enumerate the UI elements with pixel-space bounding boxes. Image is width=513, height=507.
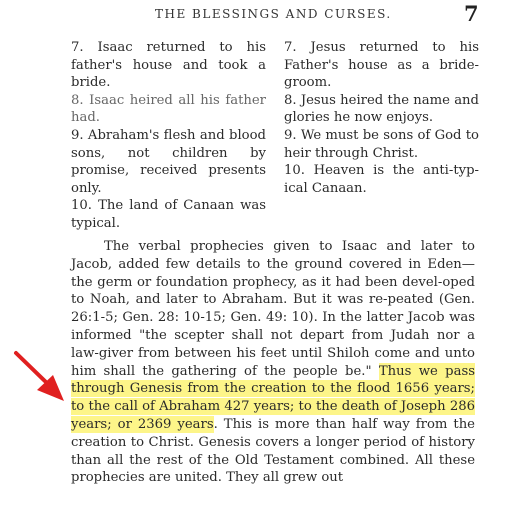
highlighted-passage: Thus we pass through Genesis from the creation to the flood 1656 years; to the call of Abraham 427 years; to the death of Joseph 286 years; or 2369 years: [71, 363, 475, 432]
right-item-7: 7. Jesus returned to his Father's house as a bride-groom.: [284, 40, 479, 91]
left-item-9: 9. Abraham's flesh and blood sons, not children by promise, received presents only.: [71, 127, 266, 196]
left-item-8: 8. Isaac heired all his father had.: [71, 92, 266, 126]
left-item-10: 10. The land of Canaan was typical.: [71, 198, 266, 231]
right-item-10: 10. Heaven is the anti-typ-ical Canaan.: [284, 163, 479, 196]
page-number: 7: [464, 1, 479, 26]
running-title: THE BLESSINGS AND CURSES.: [155, 7, 392, 21]
right-item-8: 8. Jesus heired the name and glories he now enjoys.: [284, 92, 479, 126]
paragraph-text-before: The verbal prophecies given to Isaac and later to Jacob, added few details to the ground covered in Eden—the germ or foundation prophecy, as it had been devel-oped to Noah, and later to Abraham. But it was re-peated (Gen. 26:1-5; Gen. 28: 10-15; Gen. 49: 10). In the latter Jacob was informed "the scepter shall not depart from Judah nor a law-giver from between his feet until Shiloh come and unto him shall the gathering of the people be.": [71, 239, 475, 379]
left-item-7: 7. Isaac returned to his father's house and took a bride.: [71, 40, 266, 91]
right-item-9: 9. We must be sons of God to heir through Christ.: [284, 127, 479, 161]
paragraph-text-after: . This is more than half way from the creation to Christ. Genesis covers a longer period of history than all the rest of the Old Testament combined. All these prophecies are united. They all grew out: [71, 416, 475, 486]
